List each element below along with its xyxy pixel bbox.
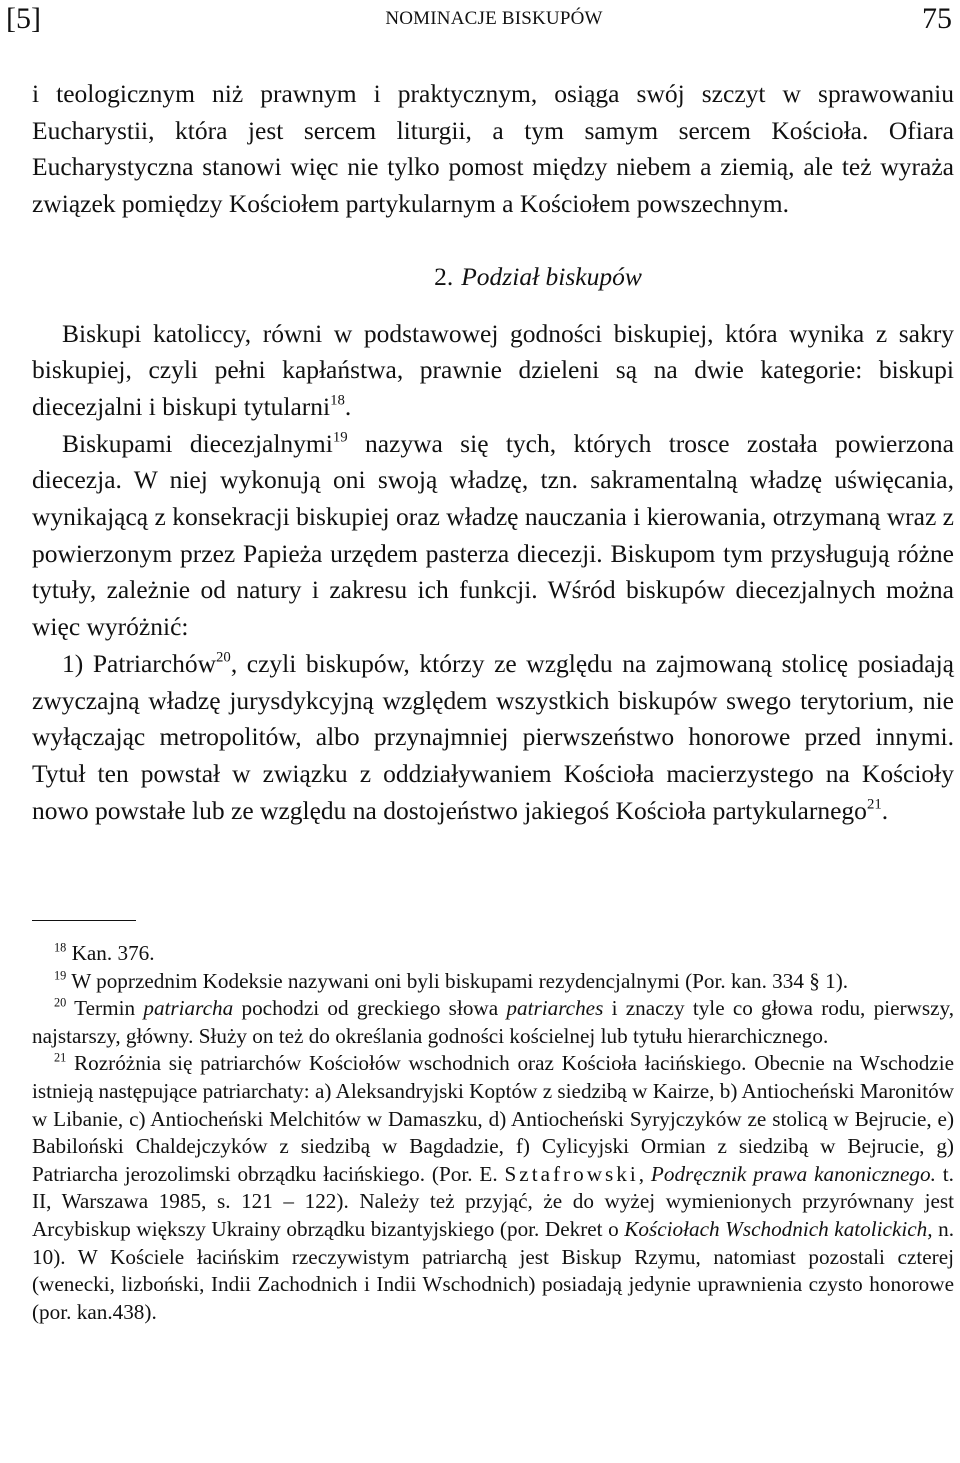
footnote-text: Rozróżnia się patriarchów Kościołów wschodnich oraz Kościoła łacińskiego. Obecnie na Wschodzie istnieją następujące patriarchaty: a) Aleksandryjski Koptów z siedzibą w Kairze, b) Antiocheński Maronitów w Libanie, c) Antiocheński Melchitów w Damaszku, d) Antiocheński Syryjczyków ze stolicą w Bejrucie, e) Babiloński Chaldejczyków z siedzibą w Bagdadzie, f) Cylicyjski Ormian z siedzibą w Bejrucie, g) Patriarcha jerozolimski obrządku łacińskiego. (Por. E. (32, 1051, 954, 1186)
footnote-text: t. II, Warszawa 1985, s. 121 – 122). Należy też przyjąć, że do wyżej wymienionych przyrównany jest Arcybiskup większy Ukrainy obrządku bizantyjskiego (por. Dekret o (32, 1161, 954, 1241)
author-name: Sztafrowski (504, 1161, 639, 1186)
footnote-text: Termin (66, 996, 144, 1021)
footnote-text: W poprzednim Kodeksie nazywani oni byli biskupami rezydencjalnymi (Por. kan. 334 § 1). (66, 968, 849, 993)
footnote-number: 19 (54, 968, 67, 982)
paragraph-text: Biskupi katoliccy, równi w podstawowej godności biskupiej, która wynika z sakry biskupiej, czyli pełni kapłaństwa, prawnie dzieleni są na dwie kategorie: biskupi diecezjalni i biskupi tytularni (32, 318, 954, 421)
punctuation: . (344, 391, 352, 421)
footnote-number: 21 (54, 1050, 67, 1065)
footnote-number: 20 (54, 995, 67, 1010)
footnote-divider (32, 920, 136, 921)
footnote-21 (32, 1050, 954, 1326)
term-patriarcha: patriarcha (143, 996, 234, 1021)
main-text (32, 76, 954, 829)
decree-title: Kościołach Wschodnich katolickich, (624, 1216, 933, 1241)
footnote-ref-21: 21 (866, 796, 882, 813)
paragraph-text: , czyli biskupów, którzy ze względu na zajmowaną stolicę posiadają zwyczajną władzę jurysdykcyjną względem wszystkich biskupów swego terytorium, nie wyłączając metropolitów, albo przynajmniej pierwszeństwo honorowe przed innymi. Tytuł ten powstał w związku z oddziaływaniem Kościoła macierzystego na Kościoły nowo powstałe lub ze względu na dostojeństwo jakiegoś Kościoła partykularnego (32, 648, 955, 825)
paragraph-text: Biskupami diecezjalnymi (62, 428, 333, 458)
footnote-ref-19: 19 (332, 429, 348, 446)
footnote-text: pochodzi od greckiego słowa (233, 996, 507, 1021)
paragraph-bishops-categories (32, 316, 954, 426)
footnote-18 (32, 940, 954, 968)
book-title: Podręcznik prawa kanonicznego. (650, 1161, 936, 1186)
paragraph-diocesan-bishops (32, 426, 954, 646)
punctuation: . (881, 795, 889, 825)
running-header (6, 2, 952, 42)
running-title: NOMINACJE BISKUPÓW (385, 8, 603, 29)
footnote-text: Kan. 376. (66, 941, 155, 965)
footnote-text: i znaczy tyle co głowa rodu, pierwszy, najstarszy, główny. Służy on też do określania godności kościelnej lub tytułu hierarchicznego. (32, 996, 955, 1048)
footnote-ref-18: 18 (330, 392, 345, 409)
footnote-20 (32, 995, 954, 1050)
paragraph-text: 1) Patriarchów (62, 648, 217, 678)
intro-paragraph: i teologicznym niż prawnym i praktycznym, osiąga swój szczyt w sprawowaniu Eucharystii, która jest sercem liturgii, a tym samym sercem Kościoła. Ofiara Eucharystyczna stanowi więc nie tylko pomost między niebem a ziemią, ale też wyraża związek pomiędzy Kościołem partykularnym a Kościołem powszechnym. (32, 79, 954, 219)
section-title: Podział biskupów (461, 261, 642, 291)
term-patriarches: patriarches (506, 996, 604, 1021)
footnote-19 (32, 968, 954, 996)
footnote-text: , (638, 1161, 651, 1186)
paragraph-text: nazywa się tych, których trosce została powierzona diecezja. W niej wykonują oni swoją władzę, tzn. sakramentalną władzę uświęcania, wynikającą z konsekracji biskupiej oraz władzę nauczania i kierowania, otrzymaną wraz z powierzonym przez Papieża urzędem pasterza diecezji. Biskupom tym przysługują różne tytuły, zależnie od natury i zakresu ich funkcji. Wśród biskupów diecezjalnych można więc wyróżnić: (32, 428, 954, 642)
section-number: 2. (434, 261, 454, 291)
footnote-text: n. 10). W Kościele łacińskim rzeczywistym patriarchą jest Biskup Rzymu, natomiast pozostali czterej (wenecki, lizboński, Indii Zachodnich i Indii Wschodnich) posiadają jedynie uprawnienia czysto honorowe (por. kan.438). (32, 1216, 954, 1324)
page-number: 75 (922, 2, 952, 35)
footnote-number: 18 (54, 940, 67, 955)
paragraph-patriarchs (32, 646, 954, 830)
section-heading (32, 259, 954, 296)
footnotes (32, 940, 954, 1326)
section-marker: [5] (6, 2, 41, 35)
footnote-ref-20: 20 (216, 649, 231, 666)
